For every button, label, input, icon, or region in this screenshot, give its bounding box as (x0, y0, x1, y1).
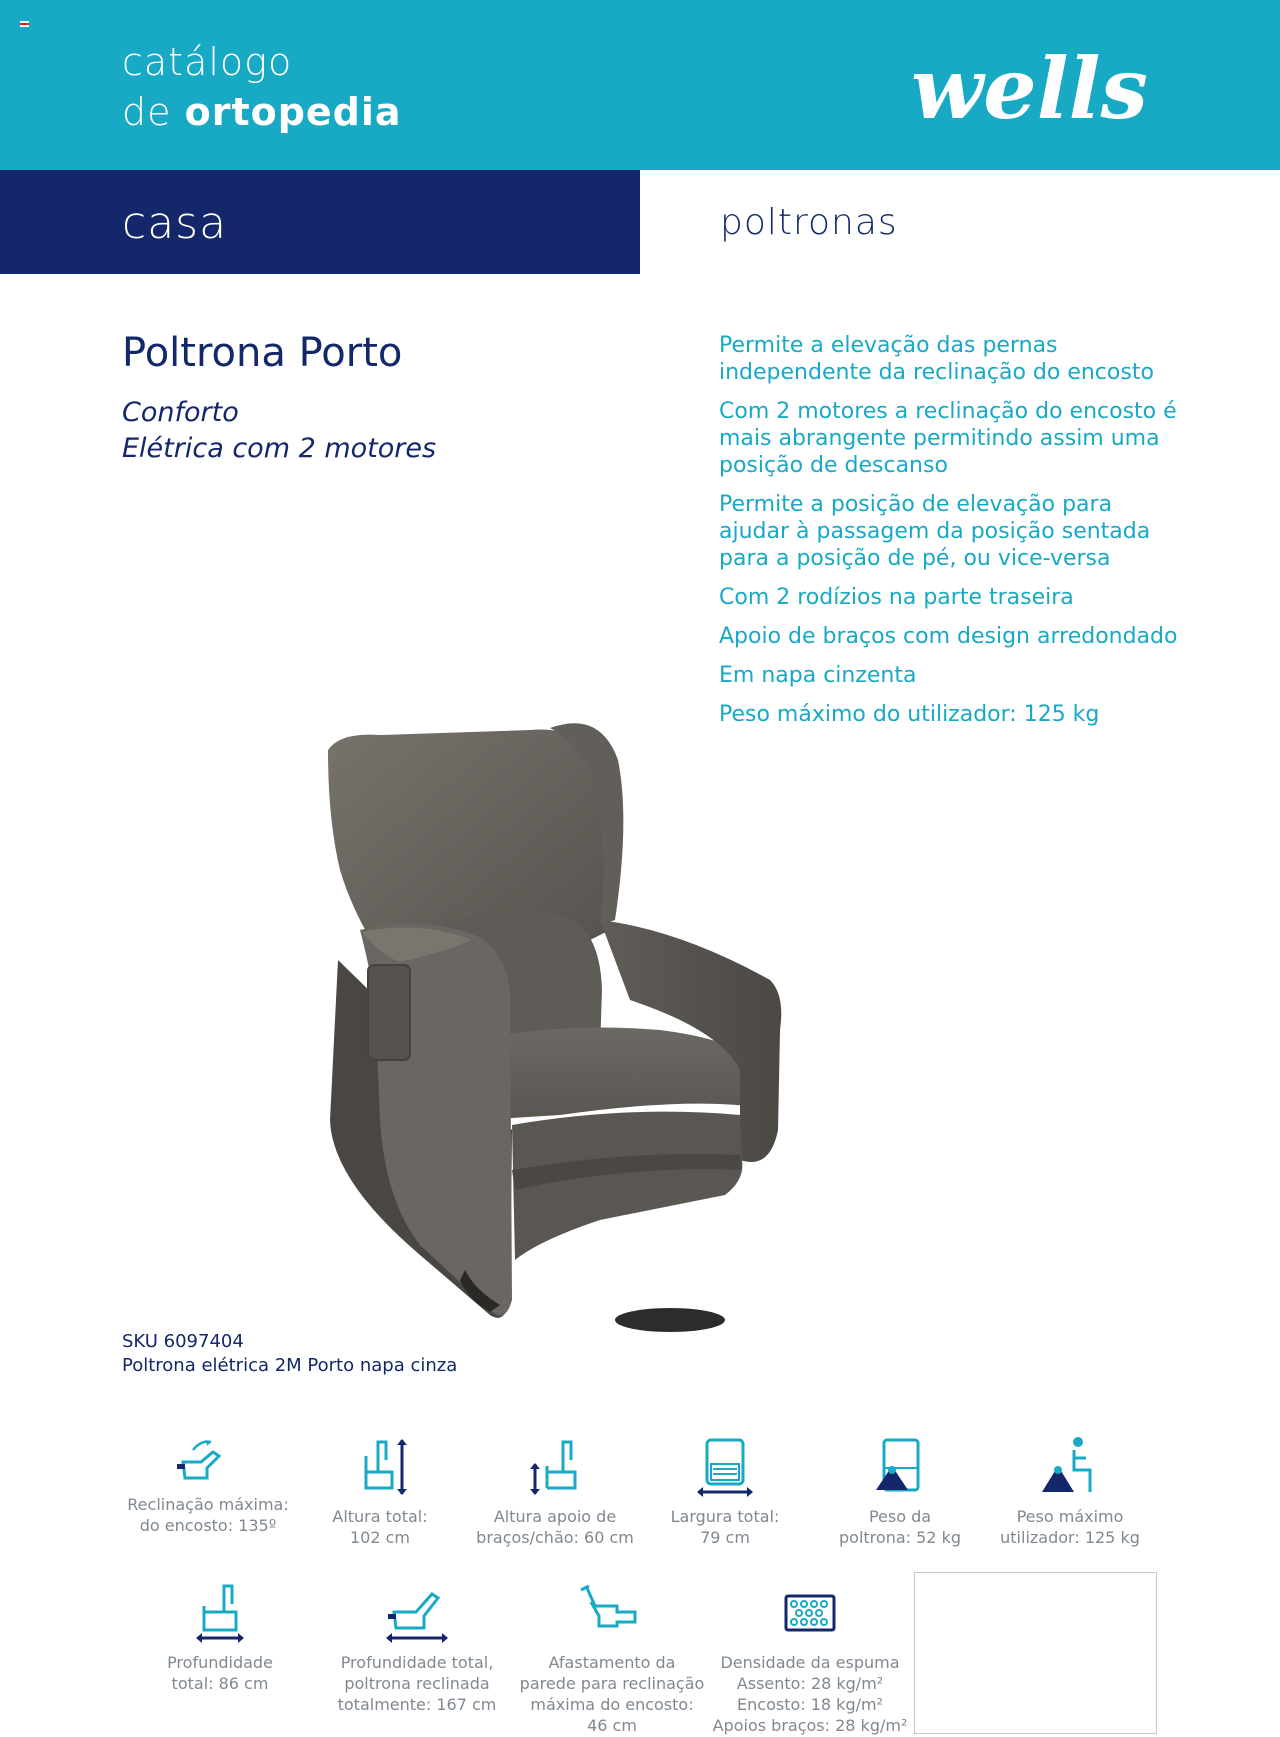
spec-label: Reclinação máxima: (127, 1495, 289, 1514)
spec-value: braços/chão: 60 cm (476, 1528, 634, 1547)
spec-value: 102 cm (349, 1528, 410, 1547)
product-subtitle: Conforto (122, 397, 239, 428)
feature-item: Permite a elevação das pernas independente da reclinação do encosto (719, 333, 1154, 385)
brand-logo-text: wells (911, 39, 1148, 138)
spec-value: Assento: 28 kg/m² (736, 1674, 884, 1693)
spec-label: Profundidade (167, 1653, 273, 1672)
spec-label: Densidade da espuma (720, 1653, 900, 1672)
armrest-height-icon (525, 1436, 585, 1498)
spec-value: Encosto: 18 kg/m² (737, 1695, 883, 1714)
spec-value: total: 86 cm (171, 1674, 269, 1693)
feature-item: Em napa cinzenta (719, 663, 917, 688)
spec-reclined-depth (322, 1582, 512, 1715)
catalog-title-strong: ortopedia (184, 90, 402, 134)
spec-label: Altura apoio de (493, 1507, 617, 1526)
product-sku: SKU 6097404 (122, 1331, 244, 1352)
spec-label: Afastamento da (548, 1653, 676, 1672)
feature-list (719, 332, 1189, 740)
spec-label: Peso da (868, 1507, 932, 1526)
spec-value: utilizador: 125 kg (1000, 1528, 1140, 1547)
reclined-depth-icon (382, 1582, 452, 1644)
product-subtitle-2: Elétrica com 2 motores (122, 433, 437, 464)
subsection-label: poltronas (720, 202, 898, 243)
spec-value: totalmente: 167 cm (337, 1695, 497, 1714)
max-user-weight-icon (1038, 1436, 1102, 1498)
spec-max-user-weight (990, 1436, 1150, 1548)
total-depth-icon (190, 1582, 250, 1644)
chair-base (615, 1308, 725, 1332)
spec-value: 46 cm (587, 1716, 637, 1735)
chair-side-pocket (368, 965, 410, 1060)
spec-value: poltrona: 52 kg (839, 1528, 961, 1547)
spec-armrest-height (465, 1436, 645, 1548)
spec-recline (118, 1436, 298, 1536)
catalog-title-prefix: de (122, 90, 185, 134)
catalog-title-line1: catálogo (122, 40, 293, 84)
spec-total-height (320, 1436, 440, 1548)
section-label: casa (122, 198, 228, 249)
wall-distance-icon (577, 1582, 647, 1644)
flag-icon (20, 21, 29, 27)
spec-label: parede para reclinação (519, 1674, 705, 1693)
spec-label: Peso máximo (1016, 1507, 1124, 1526)
feature-item: Permite a posição de elevação para ajudar à passagem da posição sentada para a posição de pé, ou vice-versa (719, 492, 1151, 571)
spec-label: Profundidade total, (340, 1653, 494, 1672)
feature-item: Com 2 motores a reclinação do encosto é mais abrangente permitindo assim uma posição de descanso (719, 399, 1177, 478)
spec-label: poltrona reclinada (344, 1674, 490, 1693)
feature-item: Apoio de braços com design arredondado (719, 624, 1178, 649)
product-title: Poltrona Porto (122, 330, 403, 376)
spec-label: Altura total: (332, 1507, 428, 1526)
section-bar (0, 170, 640, 274)
spec-wall-distance (512, 1582, 712, 1736)
chair-weight-icon (870, 1436, 930, 1498)
spec-foam-density (705, 1582, 915, 1736)
spec-total-width (665, 1436, 785, 1548)
spec-label: máxima do encosto: (530, 1695, 694, 1714)
empty-frame (914, 1572, 1157, 1734)
total-height-icon (350, 1436, 410, 1498)
wells-logo (905, 30, 1165, 140)
spec-value: do encosto: 135º (139, 1516, 277, 1535)
feature-item: Peso máximo do utilizador: 125 kg (719, 702, 1100, 727)
catalog-title-line2 (122, 90, 402, 134)
spec-value: 79 cm (700, 1528, 750, 1547)
recline-icon (173, 1436, 243, 1486)
product-sku-description: Poltrona elétrica 2M Porto napa cinza (122, 1355, 458, 1376)
product-image-armchair (300, 700, 890, 1340)
total-width-icon (695, 1436, 755, 1498)
spec-label: Largura total: (670, 1507, 780, 1526)
foam-density-icon (780, 1582, 840, 1644)
chair-front (512, 1112, 742, 1260)
spec-value: Apoios braços: 28 kg/m² (712, 1716, 908, 1735)
feature-item: Com 2 rodízios na parte traseira (719, 585, 1074, 610)
spec-chair-weight (830, 1436, 970, 1548)
spec-total-depth (150, 1582, 290, 1694)
